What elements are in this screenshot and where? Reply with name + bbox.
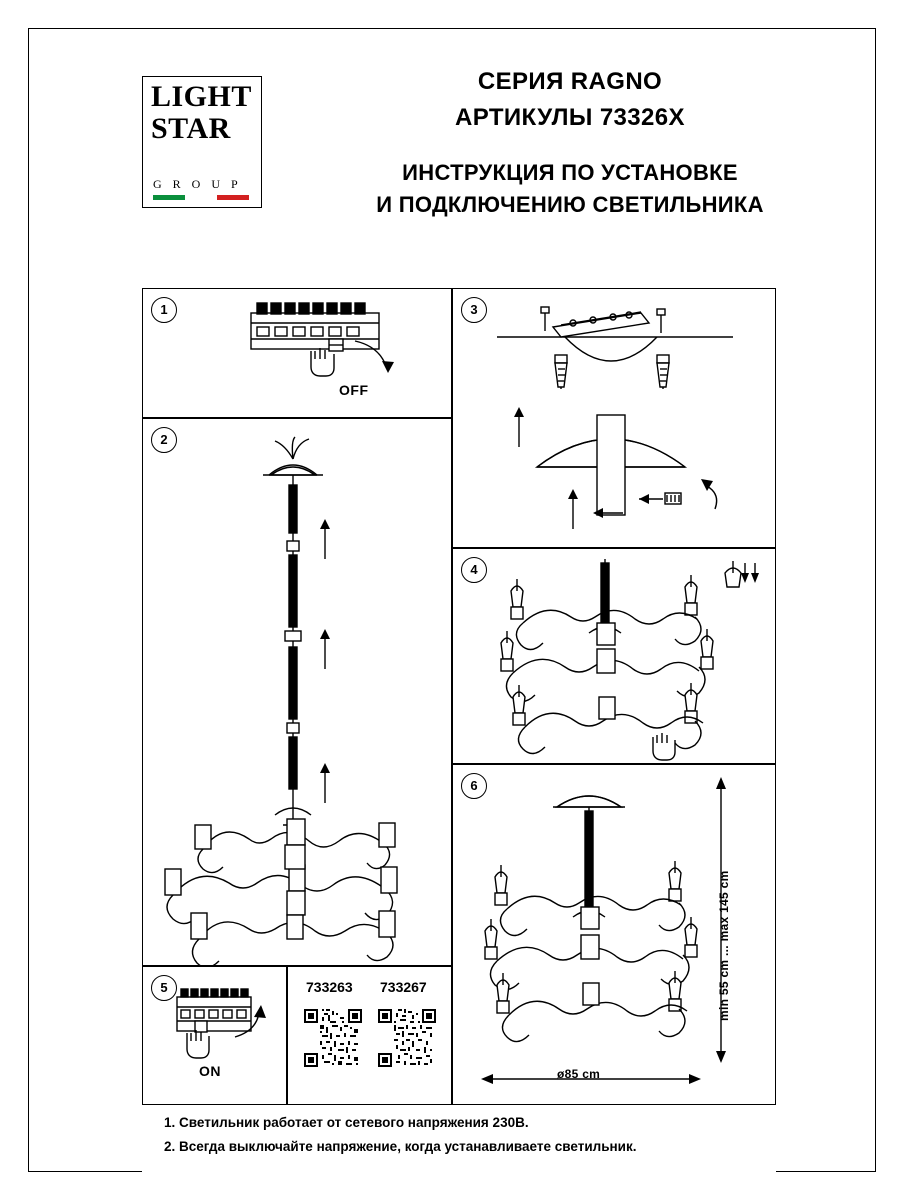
step-5-caption: ON	[199, 1063, 221, 1079]
italian-flag-icon	[153, 195, 249, 200]
notes-block	[142, 1105, 776, 1172]
step-3-number: 3	[461, 297, 487, 323]
step-1-illustration	[143, 289, 453, 419]
product-code-right: 733267	[380, 979, 427, 995]
step-5-number: 5	[151, 975, 177, 1001]
instruction-title-line-1: ИНСТРУКЦИЯ ПО УСТАНОВКЕ	[402, 160, 738, 185]
step-6-panel	[452, 764, 776, 1105]
height-dimension-label: min 55 cm ... max 145 cm	[717, 870, 731, 1021]
logo-wordmark	[151, 81, 252, 145]
logo-line-2: STAR	[151, 112, 231, 145]
step-2-illustration	[143, 419, 453, 967]
logo-group-text: G R O U P	[153, 177, 242, 191]
article-title: АРТИКУЛЫ 73326X	[455, 104, 685, 131]
product-codes-panel	[287, 966, 452, 1105]
step-4-panel	[452, 548, 776, 764]
step-2-number: 2	[151, 427, 177, 453]
step-5-panel	[142, 966, 287, 1105]
step-4-number: 4	[461, 557, 487, 583]
product-code-left: 733263	[306, 979, 353, 995]
logo-line-1: LIGHT	[151, 80, 252, 113]
step-1-number: 1	[151, 297, 177, 323]
qr-code-left	[304, 1009, 362, 1067]
note-line-2: 2. Всегда выключайте напряжение, когда устанавливаете светильник.	[164, 1139, 637, 1154]
note-line-1: 1. Светильник работает от сетевого напряжения 230В.	[164, 1115, 529, 1130]
instruction-title-line-2: И ПОДКЛЮЧЕНИЮ СВЕТИЛЬНИКА	[376, 192, 764, 217]
brand-logo	[142, 76, 262, 208]
step-3-panel	[452, 288, 776, 548]
qr-code-right	[378, 1009, 436, 1067]
diameter-dimension-label: ø85 cm	[557, 1067, 601, 1081]
step-1-panel	[142, 288, 452, 418]
step-4-illustration	[453, 549, 777, 765]
step-2-panel	[142, 418, 452, 966]
step-1-caption: OFF	[339, 382, 369, 398]
series-title: СЕРИЯ RAGNO	[477, 68, 663, 95]
step-6-number: 6	[461, 773, 487, 799]
step-3-illustration	[453, 289, 777, 549]
